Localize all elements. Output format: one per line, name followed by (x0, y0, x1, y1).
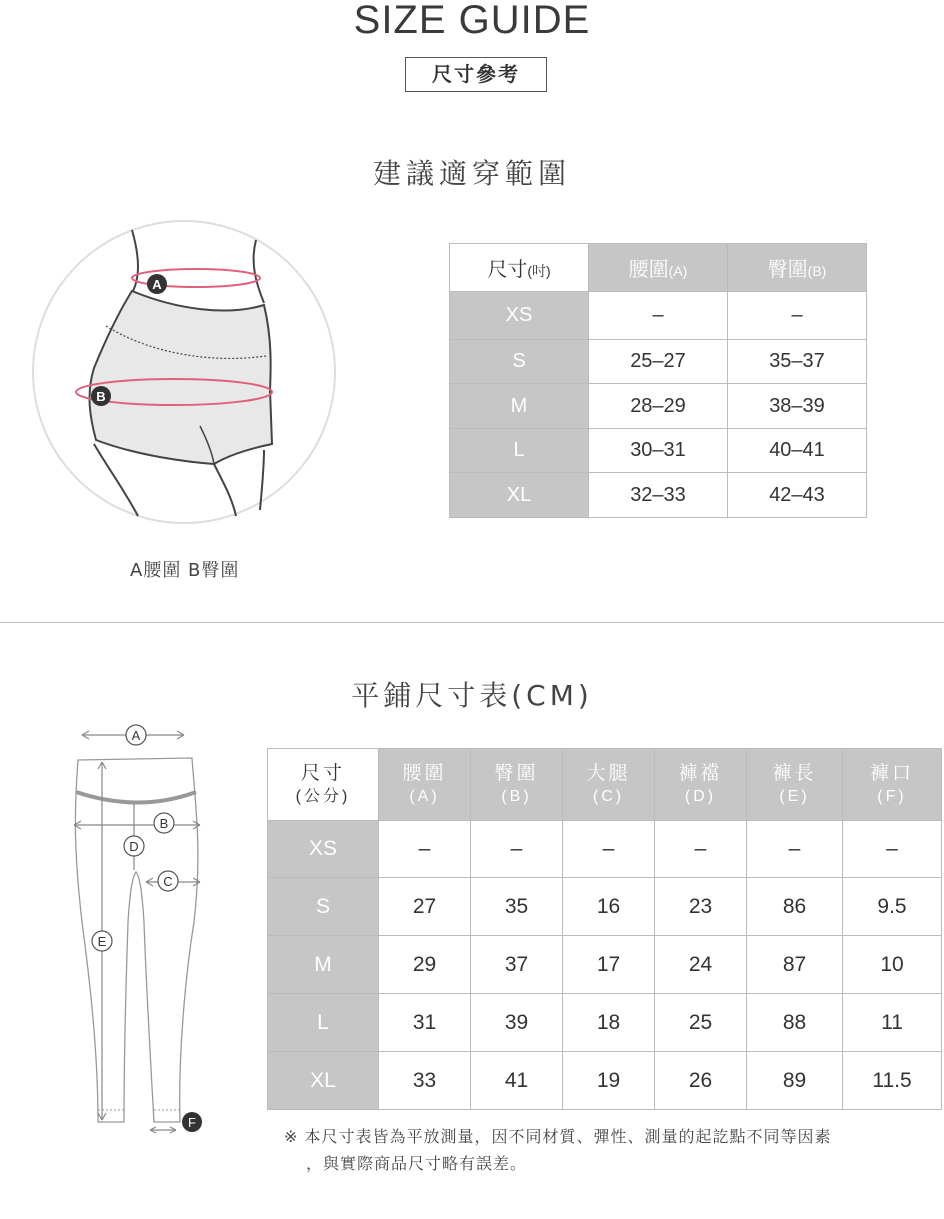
header-hip-key: (B) (807, 263, 827, 279)
value-cell: – (471, 821, 563, 878)
waist-cell: 30–31 (589, 429, 728, 473)
value-cell: 35 (471, 878, 563, 936)
value-cell: 9.5 (843, 878, 942, 936)
value-cell: 25 (655, 994, 747, 1052)
table-row (450, 429, 867, 473)
value-cell: 29 (379, 936, 471, 994)
marker-d: D (129, 839, 139, 854)
hip-cell: 38–39 (728, 384, 867, 429)
marker-f: F (188, 1115, 196, 1130)
value-cell: 24 (655, 936, 747, 994)
value-cell: 27 (379, 878, 471, 936)
section-title-fit-range: 建議適穿範圍 (372, 157, 571, 190)
value-cell: 11.5 (843, 1052, 942, 1110)
value-cell: 88 (747, 994, 843, 1052)
header-cell (747, 749, 843, 821)
header-sub: (A) (409, 787, 440, 805)
header-label: 褲襠 (678, 762, 723, 784)
marker-a: A (152, 277, 162, 292)
table-row (450, 473, 867, 518)
measurement-note (284, 1123, 832, 1177)
hip-cell: – (728, 292, 867, 340)
header-cell (843, 749, 942, 821)
value-cell: 10 (843, 936, 942, 994)
size-cell: XL (268, 1052, 379, 1110)
marker-b: B (96, 389, 106, 404)
header-waist-label: 腰圍 (628, 259, 669, 281)
value-cell: 87 (747, 936, 843, 994)
value-cell: 31 (379, 994, 471, 1052)
hip-cell: 40–41 (728, 429, 867, 473)
size-cell: L (268, 994, 379, 1052)
header-waist-key: (A) (668, 263, 688, 279)
header-cell (379, 749, 471, 821)
marker-c: C (163, 874, 173, 889)
header-hip (728, 244, 867, 292)
header-label: 褲口 (869, 762, 914, 784)
note-line-1: ※ 本尺寸表皆為平放測量，因不同材質、彈性、測量的起訖點不同等因素 (284, 1127, 832, 1146)
value-cell: 17 (563, 936, 655, 994)
table-row (268, 936, 942, 994)
size-cell: L (450, 429, 589, 473)
table-row (268, 994, 942, 1052)
table-row (450, 292, 867, 340)
value-cell: 11 (843, 994, 942, 1052)
size-cell: M (450, 384, 589, 429)
value-cell: 37 (471, 936, 563, 994)
leggings-diagram (68, 722, 218, 1142)
size-cell: XL (450, 473, 589, 518)
header-hip-label: 臀圍 (767, 259, 808, 281)
header-cell (563, 749, 655, 821)
header-label: 臀圍 (494, 762, 539, 784)
value-cell: 23 (655, 878, 747, 936)
header-size (450, 244, 589, 292)
value-cell: 86 (747, 878, 843, 936)
diagram-legend: A腰圍 B臀圍 (130, 560, 240, 581)
header-cell (471, 749, 563, 821)
value-cell: – (655, 821, 747, 878)
waist-cell: 25–27 (589, 340, 728, 384)
value-cell: – (563, 821, 655, 878)
header-sub: (E) (779, 787, 810, 805)
value-cell: 33 (379, 1052, 471, 1110)
value-cell: 39 (471, 994, 563, 1052)
header-size-label: 尺寸 (487, 259, 528, 281)
value-cell: 16 (563, 878, 655, 936)
size-cell: XS (450, 292, 589, 340)
header-waist (589, 244, 728, 292)
table-header-row (268, 749, 942, 821)
value-cell: 89 (747, 1052, 843, 1110)
header-sub: (F) (877, 787, 907, 805)
marker-b: B (159, 816, 169, 831)
section-divider (0, 622, 944, 623)
header-label: 腰圍 (402, 762, 447, 784)
value-cell: – (843, 821, 942, 878)
header-size-unit: (吋) (527, 263, 551, 279)
value-cell: 19 (563, 1052, 655, 1110)
marker-a: A (131, 728, 141, 743)
flat-measurement-table (267, 748, 942, 1110)
size-cell: S (268, 878, 379, 936)
waist-cell: 28–29 (589, 384, 728, 429)
header-sub: (B) (501, 787, 532, 805)
marker-e: E (97, 934, 107, 949)
waist-cell: 32–33 (589, 473, 728, 518)
header-sub: (D) (684, 787, 717, 805)
header-sub: (公分) (295, 787, 351, 805)
value-cell: 26 (655, 1052, 747, 1110)
value-cell: 18 (563, 994, 655, 1052)
table-header-row (450, 244, 867, 292)
hip-cell: 35–37 (728, 340, 867, 384)
hip-cell: 42–43 (728, 473, 867, 518)
header-label: 褲長 (772, 762, 817, 784)
header-sub: (C) (592, 787, 625, 805)
header-label: 大腿 (586, 762, 631, 784)
section-title-flat-measurement: 平鋪尺寸表(CM) (351, 679, 593, 712)
fit-range-table (449, 243, 867, 518)
note-line-2: ，與實際商品尺寸略有誤差。 (306, 1154, 528, 1173)
value-cell: – (379, 821, 471, 878)
waist-hip-diagram (28, 218, 340, 530)
table-row (268, 1052, 942, 1110)
header-cell (268, 749, 379, 821)
header-label: 尺寸 (300, 762, 345, 784)
table-row (268, 878, 942, 936)
value-cell: – (747, 821, 843, 878)
page-title: SIZE GUIDE (353, 0, 591, 42)
header-cell (655, 749, 747, 821)
waist-cell: – (589, 292, 728, 340)
page-subtitle: 尺寸參考 (405, 57, 547, 92)
value-cell: 41 (471, 1052, 563, 1110)
table-row (268, 821, 942, 878)
table-row (450, 384, 867, 429)
size-cell: S (450, 340, 589, 384)
size-cell: XS (268, 821, 379, 878)
size-cell: M (268, 936, 379, 994)
table-row (450, 340, 867, 384)
